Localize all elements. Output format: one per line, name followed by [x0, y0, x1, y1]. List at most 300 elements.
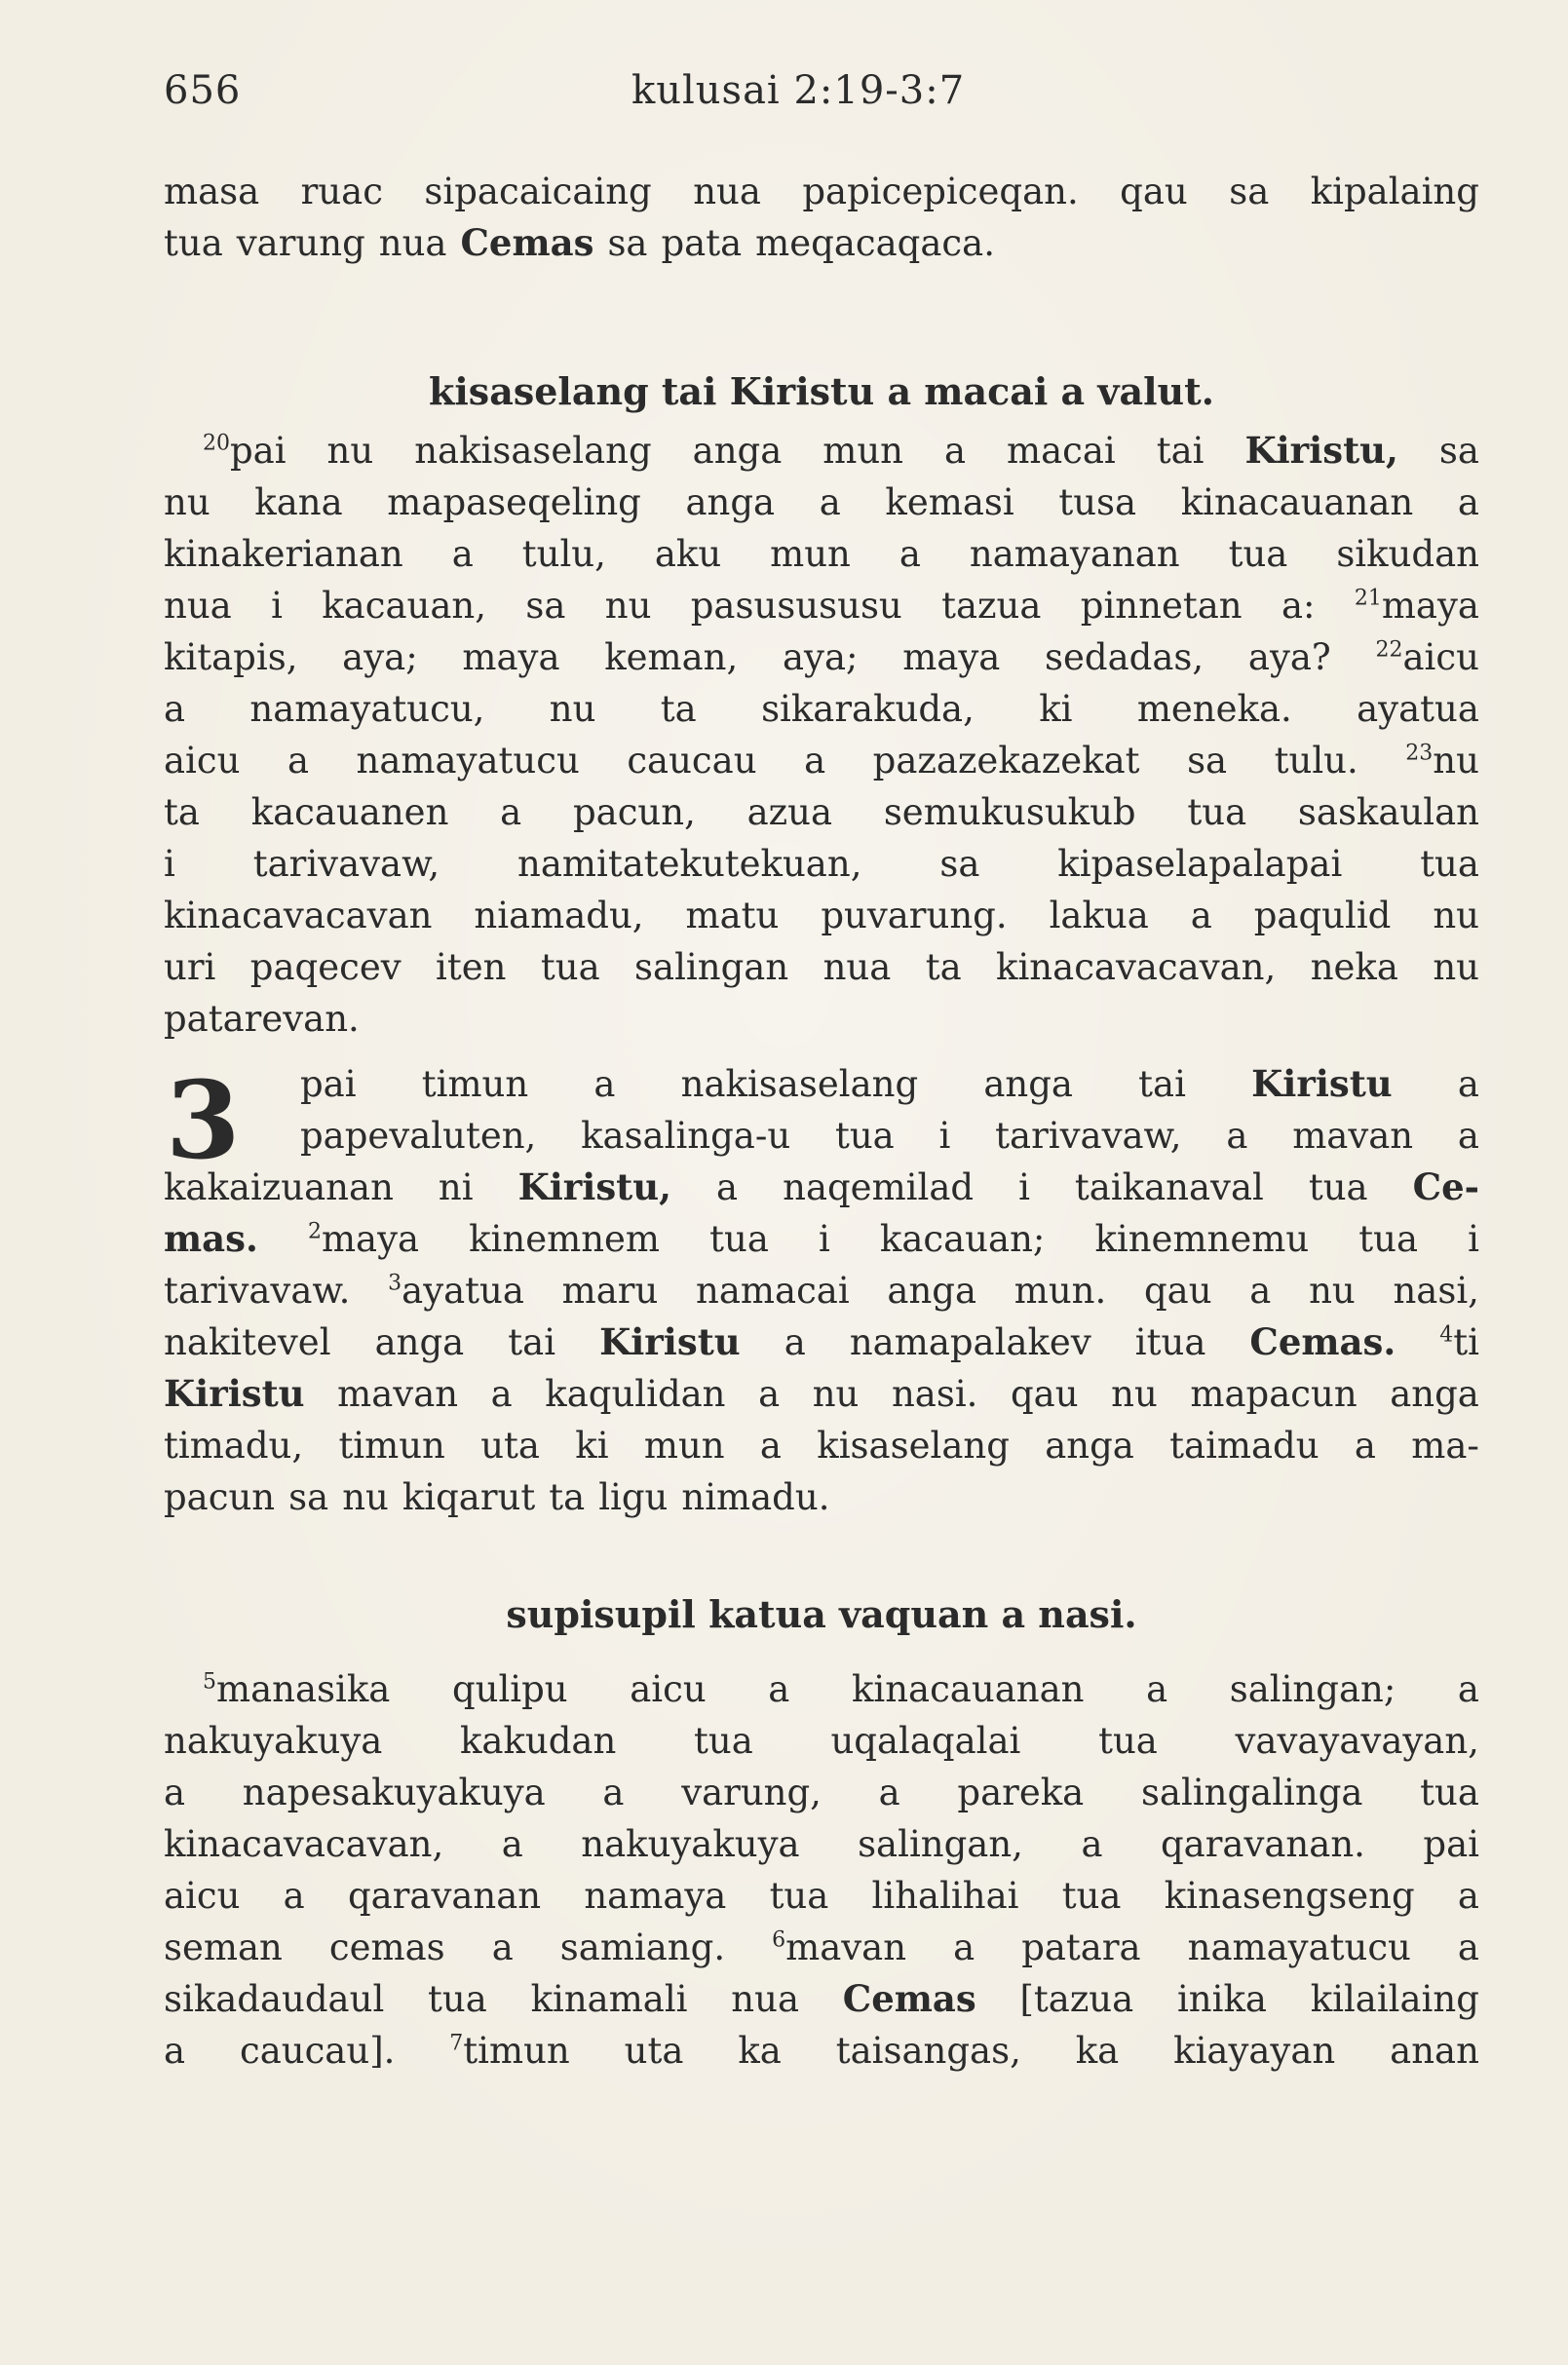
word: varung	[236, 222, 365, 264]
word: meqacaqaca.	[755, 222, 995, 264]
word: tua	[769, 1875, 829, 1917]
verse-number: 4	[1439, 1322, 1454, 1348]
word: nu	[549, 688, 596, 730]
text-line	[164, 425, 1479, 477]
word: ta	[164, 791, 200, 833]
text-line	[164, 683, 1479, 735]
word: $^6$mavan	[772, 1926, 907, 1968]
word: a	[164, 1772, 186, 1813]
word: kiayayan	[1173, 2030, 1336, 2072]
word: mun.	[1013, 1270, 1107, 1312]
word: ka	[738, 2030, 782, 2072]
word: niamadu,	[474, 895, 644, 936]
word: Cemas	[460, 221, 594, 264]
word: Cemas	[842, 1977, 976, 2020]
word: nu	[326, 430, 374, 472]
word: mun	[770, 533, 851, 575]
word: tua	[1358, 1218, 1419, 1260]
word: pazazekazekat	[872, 740, 1140, 782]
word: patarevan.	[164, 998, 360, 1040]
text-line	[164, 1973, 1479, 2025]
word: a	[819, 481, 841, 523]
word: a	[1249, 1270, 1272, 1312]
word: sa	[1187, 740, 1228, 782]
word: Kiristu,	[517, 1165, 672, 1208]
word: kinacavacavan,	[996, 946, 1277, 988]
word: tua	[540, 946, 600, 988]
word: uri	[164, 946, 216, 988]
word: $^4$ti	[1439, 1321, 1479, 1363]
word: nakisaselang	[680, 1063, 919, 1105]
word: kinasengseng	[1164, 1875, 1415, 1917]
word: tua	[428, 1978, 487, 2020]
word: a	[759, 1425, 782, 1467]
word: samiang.	[559, 1926, 726, 1968]
section-1-paragraph	[164, 425, 1479, 1045]
word: i	[1468, 1218, 1479, 1260]
word: lakua	[1049, 895, 1149, 936]
word: sa	[525, 585, 566, 627]
word: kilailaing	[1310, 1978, 1479, 2020]
word: ki	[1039, 688, 1073, 730]
word: sa	[607, 222, 648, 264]
word: taimadu	[1169, 1425, 1319, 1467]
word: semukusukub	[883, 791, 1136, 833]
word: pareka	[957, 1772, 1085, 1813]
word: tai	[1156, 430, 1205, 472]
word: paqulid	[1253, 895, 1392, 936]
word: nakitevel	[164, 1321, 331, 1363]
word: namayatucu	[356, 740, 580, 782]
word: pasusususu	[690, 585, 902, 627]
text-line	[164, 1663, 1479, 1715]
word: macai	[1007, 430, 1116, 472]
word: taikanaval	[1074, 1166, 1264, 1208]
word: taisangas,	[835, 2030, 1021, 2072]
word: matu	[685, 895, 780, 936]
word: tarivavaw,	[995, 1115, 1182, 1157]
word: namayanan	[969, 533, 1180, 575]
text-line	[164, 1471, 1479, 1523]
word: kisaselang	[817, 1425, 1010, 1467]
word: a	[899, 533, 921, 575]
word: kinamali	[530, 1978, 688, 2020]
word: anga	[983, 1063, 1073, 1105]
word: vavayavayan,	[1235, 1720, 1479, 1762]
word: a	[1457, 481, 1479, 523]
word: ta	[925, 946, 962, 988]
text-line	[164, 1316, 1479, 1368]
word: Ce-	[1412, 1165, 1479, 1208]
word: sipacaicaing	[424, 171, 652, 212]
word: tua	[1228, 533, 1288, 575]
word: neka	[1310, 946, 1398, 988]
section-heading-2: supisupil katua vaquan a nasi.	[506, 1592, 1137, 1636]
word: anga	[1390, 1373, 1479, 1415]
word: Kiristu,	[1244, 429, 1398, 472]
word: cemas	[328, 1926, 445, 1968]
word: i	[164, 843, 175, 885]
verse-number: 23	[1405, 741, 1434, 766]
word: nua	[693, 171, 761, 212]
word: $^{22}$aicu	[1375, 636, 1479, 678]
word: kacauan,	[322, 585, 486, 627]
word: mapacun	[1190, 1373, 1358, 1415]
verse-number: 7	[449, 2031, 464, 2056]
word: qau	[1120, 171, 1188, 212]
word: mun	[643, 1425, 725, 1467]
word: mun	[822, 430, 903, 472]
word: aya?	[1247, 636, 1331, 678]
word: nu	[812, 1373, 860, 1415]
word: qaravanan.	[1160, 1823, 1365, 1865]
word: $^2$maya	[307, 1218, 420, 1260]
word: iten	[436, 946, 507, 988]
word: mavan	[1292, 1115, 1414, 1157]
word: i	[271, 585, 283, 627]
word: sa	[939, 843, 980, 885]
word: a	[164, 688, 186, 730]
word: a	[1457, 1926, 1479, 1968]
word: kinakerianan	[164, 533, 403, 575]
text-line	[164, 166, 1479, 217]
word: mavan	[337, 1373, 459, 1415]
word: qau	[1011, 1373, 1079, 1415]
chapter-paragraph	[164, 1162, 1479, 1523]
word: sikadaudaul	[164, 1978, 385, 2020]
word: a	[451, 533, 474, 575]
word: nua	[731, 1978, 799, 2020]
word: a	[878, 1772, 900, 1813]
word: anga	[1045, 1425, 1134, 1467]
word: kana	[254, 481, 343, 523]
word: Kiristu	[1251, 1062, 1393, 1105]
word: kinacauanan	[1180, 481, 1414, 523]
word: nu	[342, 1476, 389, 1518]
word: puvarung.	[821, 895, 1008, 936]
word: kinacavacavan,	[164, 1823, 444, 1865]
word: kakaizuanan	[164, 1166, 394, 1208]
word: sa	[1229, 171, 1270, 212]
word: tua	[694, 1720, 753, 1762]
word: Kiristu	[599, 1320, 741, 1363]
word: tua	[834, 1115, 895, 1157]
word: varung,	[681, 1772, 822, 1813]
word: kiqarut	[402, 1476, 536, 1518]
word: a	[953, 1926, 975, 1968]
word: a	[1457, 1115, 1479, 1157]
word: a	[1190, 895, 1212, 936]
word: kipalaing	[1310, 171, 1479, 212]
word: anga	[692, 430, 783, 472]
word: tua	[1061, 1875, 1122, 1917]
text-line	[164, 580, 1479, 631]
word: ni	[438, 1166, 474, 1208]
word: aku	[654, 533, 722, 575]
text-line	[164, 1715, 1479, 1767]
text-line	[164, 1420, 1479, 1471]
word: i	[818, 1218, 830, 1260]
word: ka	[1075, 2030, 1120, 2072]
word: salingan,	[858, 1823, 1023, 1865]
word: kinacavacavan	[164, 895, 433, 936]
word: nua	[822, 946, 892, 988]
word: tarivavaw,	[252, 843, 440, 885]
text-line	[164, 1265, 1479, 1316]
word: maru	[561, 1270, 659, 1312]
word: salingalinga	[1140, 1772, 1363, 1813]
word: nimadu.	[681, 1476, 830, 1518]
verse-number: 3	[388, 1271, 402, 1296]
text-line	[164, 2025, 1479, 2077]
page-number: 656	[164, 68, 242, 113]
word: pai	[300, 1063, 357, 1105]
word: salingan	[634, 946, 789, 988]
word: aicu	[164, 1875, 241, 1917]
word: seman	[164, 1926, 283, 1968]
word: tusa	[1058, 481, 1137, 523]
word: sa	[1438, 430, 1479, 472]
word: a	[1146, 1668, 1168, 1710]
verse-number: 6	[772, 1927, 786, 1953]
word: nua	[378, 222, 447, 264]
text-line	[164, 890, 1479, 941]
word: tazua	[941, 585, 1042, 627]
word: pacun,	[572, 791, 696, 833]
word: patara	[1021, 1926, 1141, 1968]
word: a	[804, 740, 826, 782]
word: ruac	[300, 171, 383, 212]
word: nu	[1111, 1373, 1158, 1415]
word: aya;	[342, 636, 418, 678]
text-line	[300, 1110, 1479, 1162]
word: nakisaselang	[414, 430, 652, 472]
word: papicepiceqan.	[802, 171, 1079, 212]
word: sikarakuda,	[761, 688, 975, 730]
word: papevaluten,	[300, 1115, 537, 1157]
word: tai	[508, 1321, 556, 1363]
chapter-opening-lines	[300, 1058, 1479, 1162]
text-line	[164, 217, 1479, 269]
word: nakuyakuya	[581, 1823, 800, 1865]
word: aya;	[783, 636, 859, 678]
word: sedadas,	[1045, 636, 1205, 678]
word: $^3$ayatua	[388, 1270, 524, 1312]
word: a	[1354, 1425, 1376, 1467]
running-head	[164, 68, 1479, 127]
word: a:	[1281, 585, 1316, 627]
word: qau	[1144, 1270, 1212, 1312]
text-line	[164, 941, 1479, 993]
word: a	[491, 1926, 514, 1968]
section-heading-1: kisaselang tai Kiristu a macai a valut.	[429, 369, 1214, 413]
word: mapaseqeling	[387, 481, 641, 523]
word: uta	[624, 2030, 684, 2072]
text-line	[164, 838, 1479, 890]
word: tua	[1187, 791, 1247, 833]
word: anan	[1390, 2030, 1479, 2072]
word: a	[943, 430, 967, 472]
word: pinnetan	[1080, 585, 1243, 627]
word: a	[287, 740, 310, 782]
word: namayatucu,	[249, 688, 485, 730]
word: itua	[1134, 1321, 1206, 1363]
word: tulu.	[1274, 740, 1358, 782]
word: sa	[288, 1476, 329, 1518]
word: tua	[1420, 1772, 1479, 1813]
word: Kiristu	[164, 1372, 305, 1415]
word: naqemilad	[783, 1166, 975, 1208]
word: saskaulan	[1297, 791, 1479, 833]
word: ta	[549, 1476, 586, 1518]
word: nu	[604, 585, 652, 627]
text-line	[164, 1870, 1479, 1922]
word: namitatekutekuan,	[517, 843, 862, 885]
word: aicu	[630, 1668, 707, 1710]
verse-number: 5	[203, 1669, 216, 1695]
word: ma-	[1411, 1425, 1479, 1467]
word: azua	[746, 791, 833, 833]
word: nakuyakuya	[164, 1720, 383, 1762]
word: $^5$manasika	[203, 1668, 391, 1710]
text-line	[300, 1058, 1479, 1110]
word: napesakuyakuya	[242, 1772, 546, 1813]
word: ayatua	[1357, 688, 1479, 730]
word: uta	[480, 1425, 540, 1467]
word: timun	[421, 1063, 529, 1105]
text-line	[164, 1922, 1479, 1973]
word: i	[1018, 1166, 1030, 1208]
word: namacai	[696, 1270, 850, 1312]
word: kemasi	[885, 481, 1014, 523]
word: namayatucu	[1187, 1926, 1411, 1968]
word: kaqulidan	[545, 1373, 726, 1415]
word: a	[490, 1373, 513, 1415]
word: a	[758, 1373, 781, 1415]
text-line	[164, 1818, 1479, 1870]
word: tua	[1420, 843, 1479, 885]
text-line	[164, 735, 1479, 786]
text-line	[164, 1162, 1479, 1213]
word: nasi.	[891, 1373, 978, 1415]
word: a	[1457, 1668, 1479, 1710]
verse-number: 20	[203, 431, 230, 456]
word: $^{21}$maya	[1354, 585, 1479, 627]
verse-number: 21	[1354, 586, 1382, 611]
word: aicu	[164, 740, 241, 782]
word: $^{20}$pai	[203, 430, 287, 472]
word: a	[1226, 1115, 1248, 1157]
word: namapalakev	[849, 1321, 1091, 1363]
word: salingan;	[1229, 1668, 1396, 1710]
word: a	[500, 791, 522, 833]
text-line	[164, 528, 1479, 580]
body-text	[164, 166, 1479, 2077]
word: $^{23}$nu	[1405, 740, 1479, 782]
word: nu	[164, 481, 210, 523]
word: maya	[462, 636, 560, 678]
word: kacauanen	[250, 791, 449, 833]
word: a	[768, 1668, 790, 1710]
word: ki	[575, 1425, 609, 1467]
word: pacun	[164, 1476, 276, 1518]
word: nu	[1433, 946, 1479, 988]
word: kinemnem	[469, 1218, 661, 1260]
text-line	[164, 993, 1479, 1045]
word: anga	[887, 1270, 977, 1312]
word: a	[164, 2030, 186, 2072]
word: mas.	[164, 1217, 258, 1260]
word: pata	[661, 222, 743, 264]
word: tua	[1098, 1720, 1158, 1762]
text-line	[164, 1368, 1479, 1420]
word: timun	[338, 1425, 445, 1467]
word: paqecev	[249, 946, 402, 988]
verse-number: 2	[307, 1219, 322, 1244]
word: kitapis,	[164, 636, 298, 678]
chapter-reference: kulusai 2:19-3:7	[631, 68, 966, 113]
word: i	[938, 1115, 951, 1157]
word: [tazua	[1019, 1978, 1134, 2020]
word: tua	[709, 1218, 769, 1260]
word: nua	[164, 585, 232, 627]
word: kakudan	[460, 1720, 617, 1762]
word: lihalihai	[871, 1875, 1019, 1917]
word: qulipu	[451, 1668, 568, 1710]
text-line	[164, 631, 1479, 683]
word: nu	[1433, 895, 1479, 936]
word: a	[593, 1063, 616, 1105]
word: namaya	[584, 1875, 727, 1917]
word: tai	[1138, 1063, 1186, 1105]
word: inika	[1176, 1978, 1267, 2020]
word: anga	[374, 1321, 465, 1363]
word: a	[1457, 1875, 1479, 1917]
word: a	[1457, 1063, 1479, 1105]
word: kipaselapalapai	[1057, 843, 1343, 885]
word: qaravanan	[347, 1875, 542, 1917]
word: meneka.	[1136, 688, 1292, 730]
word: kasalinga-u	[581, 1115, 791, 1157]
word: a	[501, 1823, 523, 1865]
word: tua	[164, 222, 223, 264]
word: ta	[660, 688, 697, 730]
word: anga	[685, 481, 776, 523]
word: $^7$timun	[449, 2030, 570, 2072]
word: tarivavaw.	[164, 1270, 351, 1312]
word: nu	[1309, 1270, 1356, 1312]
word: a	[716, 1166, 739, 1208]
word: caucau	[627, 740, 757, 782]
section-2-paragraph	[164, 1663, 1479, 2077]
word: kinemnemu	[1094, 1218, 1310, 1260]
word: uqalaqalai	[830, 1720, 1021, 1762]
word: a	[1081, 1823, 1103, 1865]
text-line	[164, 477, 1479, 528]
verse-number: 22	[1375, 637, 1403, 663]
word: timadu,	[164, 1425, 304, 1467]
word: ligu	[598, 1476, 669, 1518]
word: a	[602, 1772, 625, 1813]
word: Cemas.	[1249, 1320, 1396, 1363]
chapter-number: 3	[166, 1057, 241, 1183]
text-line	[164, 1213, 1479, 1265]
chapter-block	[164, 1057, 1479, 1183]
word: a	[283, 1875, 305, 1917]
word: keman,	[604, 636, 739, 678]
word: maya	[902, 636, 1001, 678]
word: masa	[164, 171, 260, 212]
